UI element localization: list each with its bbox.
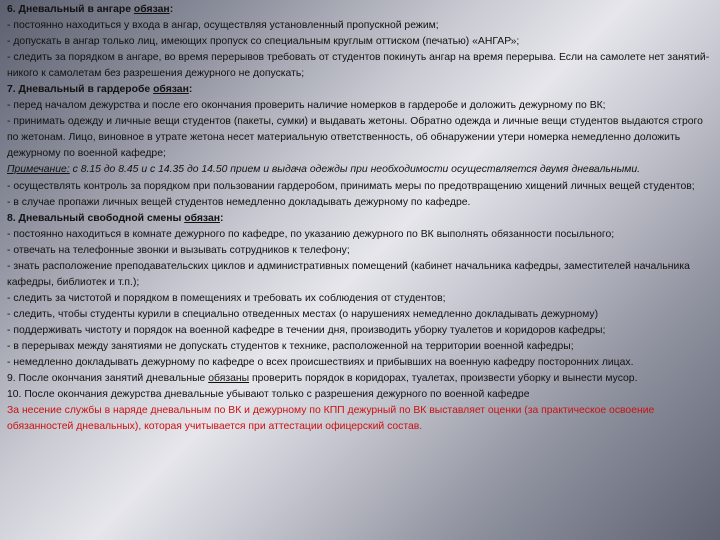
warning-text: За несение службы в наряде дневальным по ВК и дежурному по КПП дежурный по ВК выставляет оценки (за практическое освоение обязанностей дневальных), которая учитывается при аттестации офицерский состав.	[7, 405, 655, 433]
section-7-item: - перед началом дежурства и после его окончания проверить наличие номерков в гардеробе и доложить дежурному по ВК;	[7, 100, 606, 112]
section-6-item: - постоянно находиться у входа в ангар, осуществляя установленный пропускной режим;	[7, 20, 439, 32]
section-6-heading: 6. Дневальный в ангаре обязан:	[7, 4, 174, 15]
section-8-heading: 8. Дневальный свободной смены обязан:	[7, 212, 224, 224]
section-7-item: - принимать одежду и личные вещи студентов (пакеты, сумки) и выдавать жетоны. Обратно одежда и личные вещи студентов выдаются строго по жетонам. Лицо, виновное в утрате жетона несет материальную ответственность, об обнаружении утери номерка немедленно доложить дежурному по военной кафедре;	[7, 116, 703, 160]
section-7-heading: 7. Дневальный в гардеробе обязан:	[7, 84, 193, 96]
section-8-item: - следить за чистотой и порядком в помещениях и требовать их соблюдения от студентов;	[7, 292, 446, 304]
slide-text	[7, 2, 713, 435]
section-7-note: Примечание: с 8.15 до 8.45 и с 14.35 до 14.50 прием и выдача одежды при необходимости осуществляется двумя дневальными.	[7, 164, 641, 176]
section-8-item: - немедленно докладывать дежурному по кафедре о всех происшествиях и прибывших на военную кафедру посторонних лицах.	[7, 357, 634, 369]
section-8-item: - в перерывах между занятиями не допускать студентов к технике, расположенной на территории военной кафедры;	[7, 340, 574, 352]
section-10: 10. После окончания дежурства дневальные убывают только с разрешения дежурного по военной кафедре	[7, 389, 530, 401]
section-7-item: - в случае пропажи личных вещей студентов немедленно докладывать дежурному по кафедре.	[7, 196, 471, 208]
section-9: 9. После окончания занятий дневальные обязаны проверить порядок в коридорах, туалетах, произвести уборку и вынести мусор.	[7, 373, 638, 385]
section-8-item: - отвечать на телефонные звонки и вызывать сотрудников к телефону;	[7, 244, 350, 256]
section-6-item: - следить за порядком в ангаре, во время перерывов требовать от студентов покинуть ангар на время перерыва. Если на самолете нет занятий- никого к самолетам без разрешения дежурного не допускать;	[7, 52, 710, 80]
section-8-item: - знать расположение преподавательских циклов и административных помещений (кабинет начальника кафедры, заместителей начальника кафедры, библиотек и т.п.);	[7, 260, 690, 288]
section-8-item: - следить, чтобы студенты курили в специально отведенных местах (о нарушениях немедленно докладывать дежурному)	[7, 308, 599, 320]
section-6-item: - допускать в ангар только лиц, имеющих пропуск со специальным круглым оттиском (печатью) «АНГАР»;	[7, 36, 520, 48]
section-7-item: - осуществлять контроль за порядком при пользовании гардеробом, принимать меры по предотвращению хищений личных вещей студентов;	[7, 180, 695, 192]
section-8-item: - поддерживать чистоту и порядок на военной кафедре в течении дня, производить уборку туалетов и коридоров кафедры;	[7, 324, 606, 336]
section-8-item: - постоянно находиться в комнате дежурного по кафедре, по указанию дежурного по ВК выполнять обязанности посыльного;	[7, 228, 615, 240]
